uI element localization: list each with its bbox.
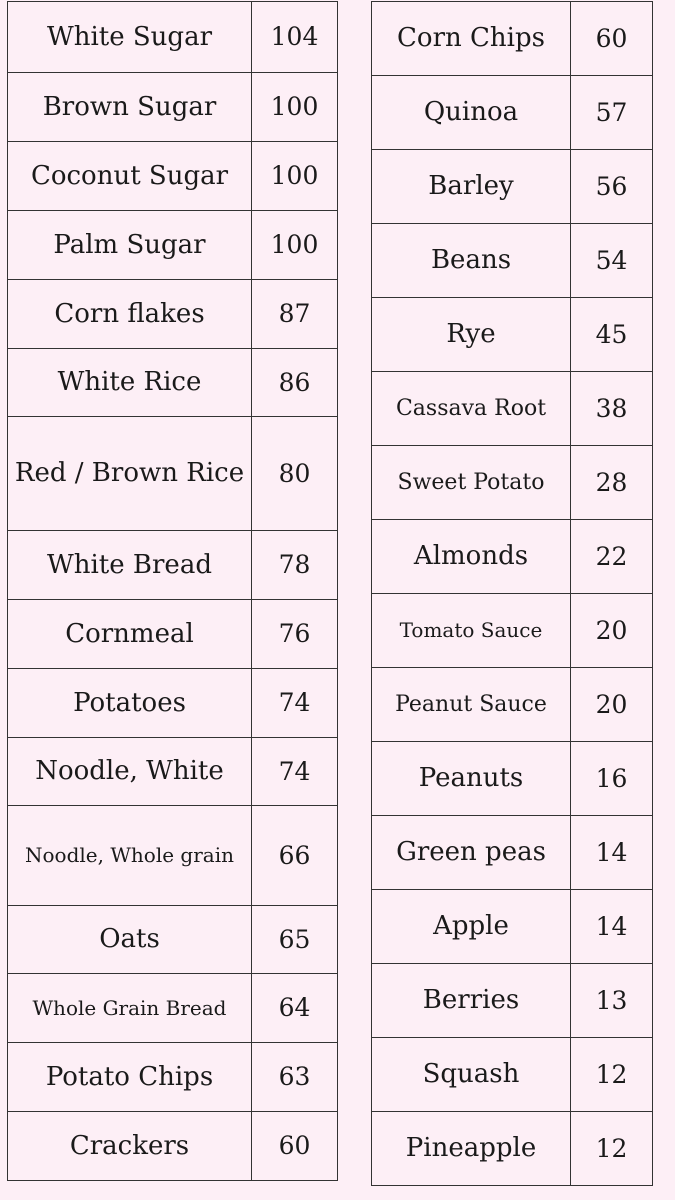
gi-value: 13 xyxy=(571,964,653,1038)
food-name: Crackers xyxy=(8,1112,252,1181)
table-row xyxy=(8,2,338,73)
gi-value: 14 xyxy=(571,816,653,890)
gi-value: 57 xyxy=(571,76,653,150)
food-name: Quinoa xyxy=(372,76,571,150)
gi-value: 80 xyxy=(252,417,338,531)
right-gi-table xyxy=(371,1,653,1186)
food-name: Potatoes xyxy=(8,669,252,738)
food-name: Green peas xyxy=(372,816,571,890)
gi-value: 65 xyxy=(252,906,338,974)
food-name: Red / Brown Rice xyxy=(8,417,252,531)
food-name: Cassava Root xyxy=(372,372,571,446)
food-name: Whole Grain Bread xyxy=(8,974,252,1043)
table-row xyxy=(372,964,653,1038)
table-row xyxy=(372,224,653,298)
table-row xyxy=(8,600,338,669)
food-name: Peanut Sauce xyxy=(372,668,571,742)
table-row xyxy=(372,1038,653,1112)
food-name: Cornmeal xyxy=(8,600,252,669)
food-name: Apple xyxy=(372,890,571,964)
gi-value: 38 xyxy=(571,372,653,446)
table-row xyxy=(372,594,653,668)
food-name: Palm Sugar xyxy=(8,211,252,280)
gi-value: 22 xyxy=(571,520,653,594)
food-name: White Bread xyxy=(8,531,252,600)
table-row xyxy=(372,446,653,520)
gi-value: 100 xyxy=(252,142,338,211)
food-name: Beans xyxy=(372,224,571,298)
gi-value: 74 xyxy=(252,738,338,806)
table-row xyxy=(372,816,653,890)
gi-value: 66 xyxy=(252,806,338,906)
gi-value: 12 xyxy=(571,1112,653,1186)
food-name: Sweet Potato xyxy=(372,446,571,520)
food-name: Noodle, White xyxy=(8,738,252,806)
table-row xyxy=(372,668,653,742)
left-gi-table xyxy=(7,1,338,1181)
gi-value: 104 xyxy=(252,2,338,73)
food-name: Pineapple xyxy=(372,1112,571,1186)
table-row xyxy=(8,1112,338,1181)
table-row xyxy=(8,906,338,974)
table-row xyxy=(8,280,338,349)
gi-value: 100 xyxy=(252,211,338,280)
gi-value: 28 xyxy=(571,446,653,520)
table-row xyxy=(8,417,338,531)
gi-value: 45 xyxy=(571,298,653,372)
gi-value: 60 xyxy=(252,1112,338,1181)
gi-value: 78 xyxy=(252,531,338,600)
gi-value: 74 xyxy=(252,669,338,738)
table-row xyxy=(8,142,338,211)
food-name: Almonds xyxy=(372,520,571,594)
table-row xyxy=(8,531,338,600)
gi-value: 12 xyxy=(571,1038,653,1112)
food-name: Oats xyxy=(8,906,252,974)
table-row xyxy=(8,806,338,906)
table-row xyxy=(372,520,653,594)
food-name: Tomato Sauce xyxy=(372,594,571,668)
food-name: Rye xyxy=(372,298,571,372)
gi-value: 76 xyxy=(252,600,338,669)
gi-value: 60 xyxy=(571,2,653,76)
gi-value: 16 xyxy=(571,742,653,816)
table-row xyxy=(8,669,338,738)
table-row xyxy=(8,211,338,280)
table-row xyxy=(8,73,338,142)
food-name: White Sugar xyxy=(8,2,252,73)
gi-value: 56 xyxy=(571,150,653,224)
table-row xyxy=(8,738,338,806)
table-row xyxy=(372,742,653,816)
gi-value: 86 xyxy=(252,349,338,417)
gi-value: 20 xyxy=(571,668,653,742)
gi-value: 20 xyxy=(571,594,653,668)
food-name: Brown Sugar xyxy=(8,73,252,142)
food-name: Peanuts xyxy=(372,742,571,816)
food-name: Noodle, Whole grain xyxy=(8,806,252,906)
food-name: White Rice xyxy=(8,349,252,417)
table-row xyxy=(372,298,653,372)
gi-value: 100 xyxy=(252,73,338,142)
table-row xyxy=(372,890,653,964)
table-row xyxy=(372,150,653,224)
table-row xyxy=(372,2,653,76)
gi-value: 14 xyxy=(571,890,653,964)
table-row xyxy=(8,1043,338,1112)
food-name: Squash xyxy=(372,1038,571,1112)
table-row xyxy=(372,76,653,150)
food-name: Potato Chips xyxy=(8,1043,252,1112)
table-row xyxy=(8,349,338,417)
food-name: Corn flakes xyxy=(8,280,252,349)
food-name: Corn Chips xyxy=(372,2,571,76)
gi-value: 63 xyxy=(252,1043,338,1112)
table-row xyxy=(8,974,338,1043)
table-row xyxy=(372,1112,653,1186)
table-row xyxy=(372,372,653,446)
gi-value: 87 xyxy=(252,280,338,349)
food-name: Berries xyxy=(372,964,571,1038)
gi-value: 64 xyxy=(252,974,338,1043)
food-name: Coconut Sugar xyxy=(8,142,252,211)
gi-value: 54 xyxy=(571,224,653,298)
food-name: Barley xyxy=(372,150,571,224)
